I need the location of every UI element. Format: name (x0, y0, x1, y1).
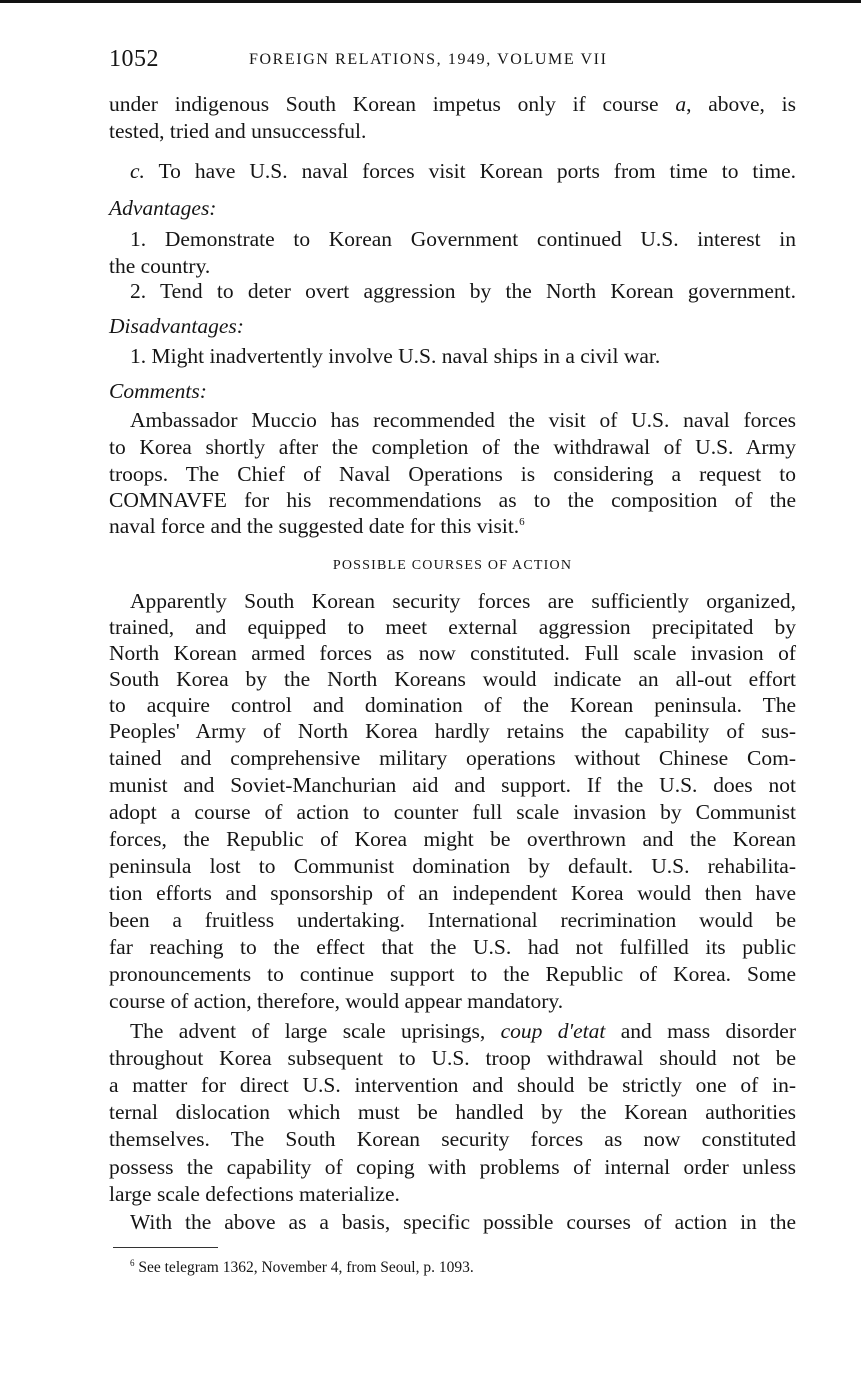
section-heading: POSSIBLE COURSES OF ACTION (332, 558, 573, 573)
paragraph-1-line: pronouncements to continue support to the Republic of Korea. Some (109, 962, 796, 986)
comments-line: troops. The Chief of Naval Operations is considering a request to (109, 462, 796, 486)
comments-line: Ambassador Muccio has recommended the visit of U.S. naval forces (130, 408, 796, 432)
advantage-2: 2. Tend to deter overt aggression by the North Korean government. (130, 279, 796, 303)
comments-line: naval force and the suggested date for this visit.$^6$ (109, 514, 525, 538)
paragraph-1-line: to acquire control and domination of the Korean peninsula. The (109, 693, 796, 717)
paragraph-1-line: Apparently South Korean security forces are sufficiently organized, (130, 589, 796, 613)
paragraph-1-line: tion efforts and sponsorship of an independent Korea would then have (109, 881, 796, 905)
course-letter: a (675, 92, 687, 116)
comments-line: COMNAVFE for his recommendations as to the composition of the (109, 488, 796, 512)
comments-heading: Comments: (109, 379, 207, 403)
paragraph-1-line: course of action, therefore, would appear mandatory. (109, 989, 564, 1013)
advantage-1-line-1: 1. Demonstrate to Korean Government continued U.S. interest in (130, 227, 796, 251)
paragraph-2-line: throughout Korea subsequent to U.S. troop withdrawal should not be (109, 1046, 796, 1070)
paragraph-1-line: peninsula lost to Communist domination by default. U.S. rehabilita- (109, 854, 796, 878)
footnote-marker: 6 (130, 1257, 135, 1268)
paragraph-2-line: large scale defections materialize. (109, 1182, 400, 1206)
item-c: c. To have U.S. naval forces visit Korean ports from time to time. (130, 159, 796, 183)
comments-line: to Korea shortly after the completion of the withdrawal of U.S. Army (109, 435, 796, 459)
paragraph-1-line: South Korea by the North Koreans would indicate an all-out effort (109, 667, 796, 691)
advantage-1-line-2: the country. (109, 254, 211, 278)
page-header (109, 46, 796, 76)
paragraph-2-line: The advent of large scale uprisings, coup d'etat and mass disorder (130, 1019, 796, 1043)
running-head: FOREIGN RELATIONS, 1949, VOLUME VII (249, 51, 608, 68)
paragraph-1-line: munist and Soviet-Manchurian aid and support. If the U.S. does not (109, 773, 796, 797)
item-c-letter: c. (130, 159, 145, 183)
coup-detat-term: coup d'etat (500, 1019, 606, 1043)
paragraph-2-line: themselves. The South Korean security forces as now constituted (109, 1127, 796, 1151)
intro-line-2: tested, tried and unsuccessful. (109, 119, 367, 143)
disadvantage-1: 1. Might inadvertently involve U.S. naval ships in a civil war. (130, 344, 661, 368)
footnote: $^6$ See telegram 1362, November 4, from Seoul, p. 1093. (130, 1257, 474, 1276)
paragraph-1-line: forces, the Republic of Korea might be overthrown and the Korean (109, 827, 796, 851)
paragraph-1-line: North Korean armed forces as now constituted. Full scale invasion of (109, 641, 796, 665)
paragraph-2-line: ternal dislocation which must be handled by the Korean authorities (109, 1100, 796, 1124)
paragraph-3-line: With the above as a basis, specific possible courses of action in the (130, 1210, 796, 1234)
advantages-heading: Advantages: (109, 196, 217, 220)
page-number: 1052 (109, 46, 159, 72)
footnote-reference: 6 (519, 515, 525, 528)
paragraph-1-line: tained and comprehensive military operations without Chinese Com- (109, 746, 796, 770)
paragraph-1-line: trained, and equipped to meet external aggression precipitated by (109, 615, 796, 639)
disadvantages-heading: Disadvantages: (109, 314, 244, 338)
paragraph-1-line: adopt a course of action to counter full scale invasion by Communist (109, 800, 796, 824)
footnote-rule (113, 1247, 218, 1248)
paragraph-2-line: a matter for direct U.S. intervention and should be strictly one of in- (109, 1073, 796, 1097)
paragraph-1-line: far reaching to the effect that the U.S. had not fulfilled its public (109, 935, 796, 959)
paragraph-2-line: possess the capability of coping with problems of internal order unless (109, 1155, 796, 1179)
paragraph-1-line: Peoples' Army of North Korea hardly retains the capability of sus- (109, 719, 796, 743)
intro-line-1: under indigenous South Korean impetus only if course a, above, is (109, 92, 796, 116)
paragraph-1-line: been a fruitless undertaking. International recrimination would be (109, 908, 796, 932)
